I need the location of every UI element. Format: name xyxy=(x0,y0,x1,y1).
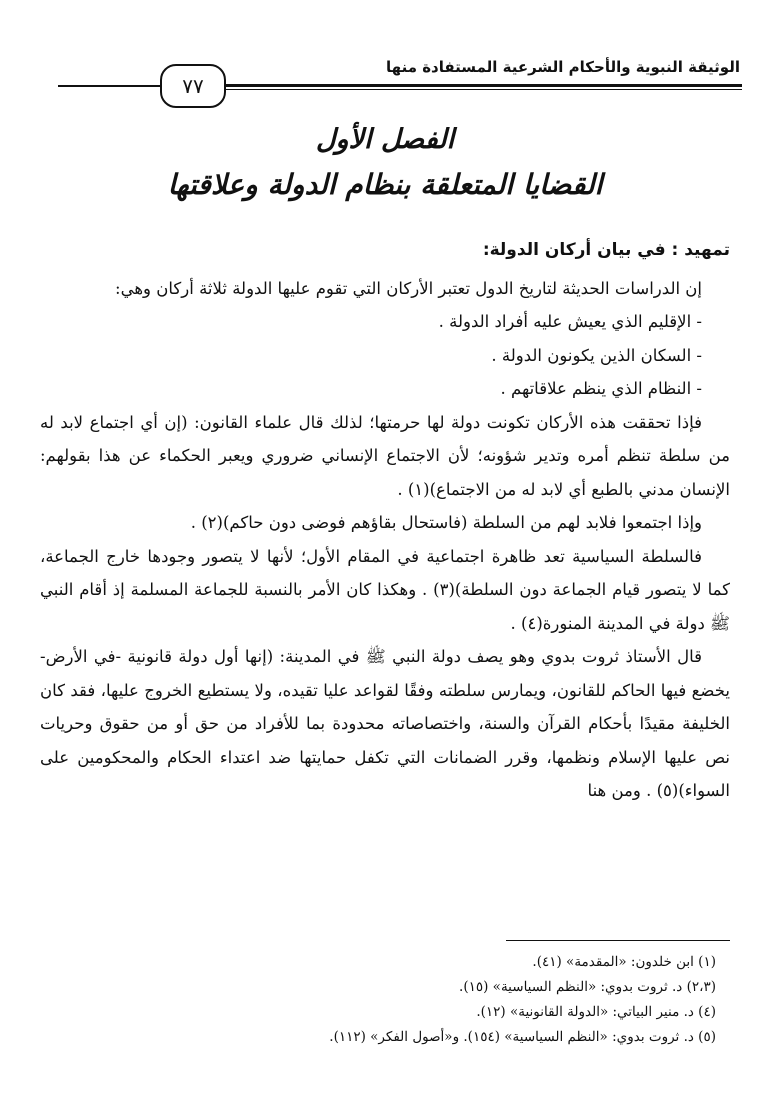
body-paragraph: فالسلطة السياسية تعد ظاهرة اجتماعية في المقام الأول؛ لأنها لا يتصور وجودها خارج الجماعة، كما لا يتصور قيام الجماعة دون السلطة)(٣) . وهكذا كان الأمر بالنسبة للجماعة المسلمة إذ أقام النبي ﷺ دولة في المدينة المنورة(٤) . xyxy=(40,546,730,633)
bullet-item: - النظام الذي ينظم علاقاتهم . xyxy=(500,379,702,398)
intro-paragraph: إن الدراسات الحديثة لتاريخ الدول تعتبر الأركان التي تقوم عليها الدولة ثلاثة أركان وهي: xyxy=(115,278,702,298)
footnote: (٤) د. منير البياتي: «الدولة القانونية» (١٢). xyxy=(476,1004,716,1020)
section-heading: تمهيد : في بيان أركان الدولة: xyxy=(482,240,730,260)
footnotes xyxy=(40,950,730,1050)
page-number: ٧٧ xyxy=(160,64,226,108)
body-paragraph: وإذا اجتمعوا فلابد لهم من السلطة (فاستحال بقاؤهم فوضى دون حاكم)(٢) . xyxy=(190,513,702,532)
header-left-line xyxy=(58,85,163,87)
footnote: (٢،٣) د. ثروت بدوي: «النظم السياسية» (١٥). xyxy=(459,979,716,995)
bullet-item: - الإقليم الذي يعيش عليه أفراد الدولة . xyxy=(438,312,702,331)
running-header-title: الوثيقة النبوية والأحكام الشرعية المستفادة منها xyxy=(386,58,740,76)
body-paragraph: فإذا تحققت هذه الأركان تكونت دولة لها حرمتها؛ لذلك قال علماء القانون: (إن أي اجتماع لابد له من سلطة تنظم أمره وتدير شؤونه؛ لأن الاجتماع الإنساني ضروري ويعبر الحكماء عن هذا بقولهم: الإنسان مدني بالطبع أي لابد له من الاجتماع)(١) . xyxy=(40,412,730,499)
body-paragraph: قال الأستاذ ثروت بدوي وهو يصف دولة النبي ﷺ في المدينة: (إنها أول دولة قانونية -في الأرض- يخضع فيها الحاكم للقانون، ويمارس سلطته وفقًا لقواعد عليا تقيده، ولا يستطيع الخروج عليها، فقد كان الخليفة مقيدًا بأحكام القرآن والسنة، واختصاصاته محدودة بما للأفراد من حق أو من حقوق وحريات نص عليها الإسلام ونظمها، وقرر الضمانات التي تكفل حمايتها ضد اعتداء الحكام والمحكومين على السواء)(٥) . ومن هنا xyxy=(40,647,730,800)
footnote: (٥) د. ثروت بدوي: «النظم السياسية» (١٥٤). و«أصول الفكر» (١١٢). xyxy=(329,1029,716,1045)
chapter-title: الفصل الأول xyxy=(315,124,455,155)
main-text xyxy=(40,234,730,808)
footnote-separator xyxy=(506,940,730,941)
chapter-subtitle: القضايا المتعلقة بنظام الدولة وعلاقتها xyxy=(167,168,603,201)
bullet-item: - السكان الذين يكونون الدولة . xyxy=(491,345,702,365)
header-rule-thin xyxy=(215,89,742,90)
footnote: (١) ابن خلدون: «المقدمة» (٤١). xyxy=(532,954,716,970)
header-rule-thick xyxy=(215,84,742,87)
